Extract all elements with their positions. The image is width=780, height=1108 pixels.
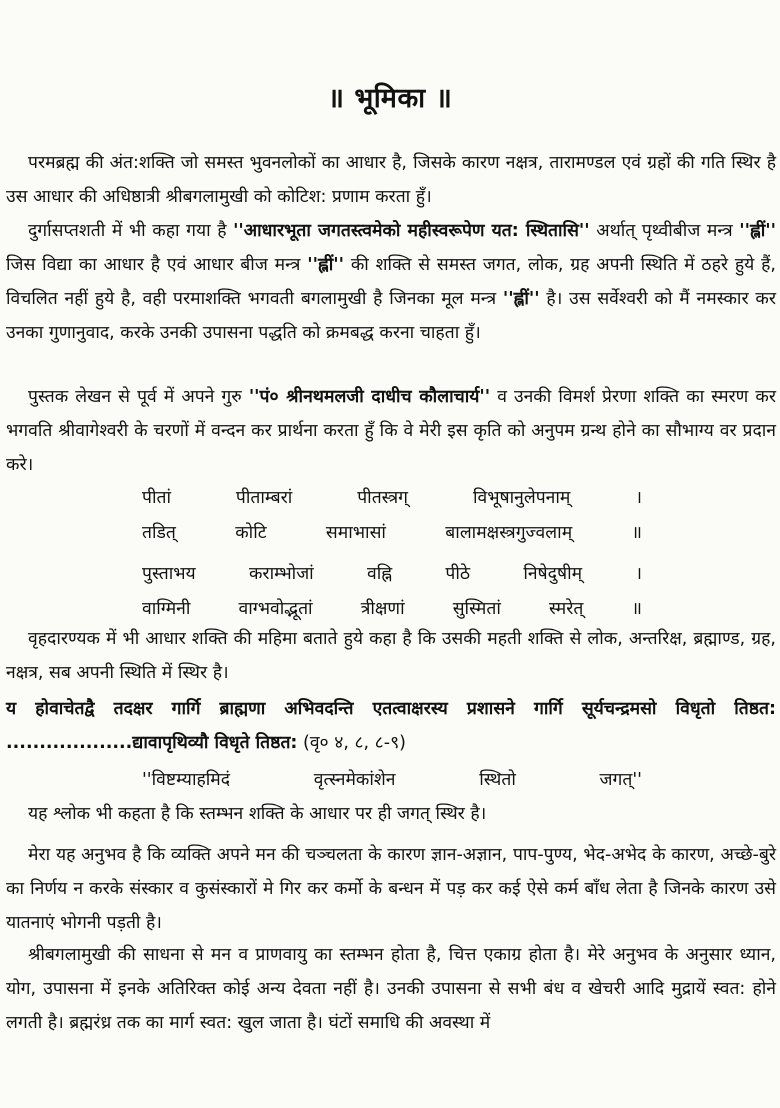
verse-line: [142, 516, 642, 551]
verse-danda: ।: [635, 488, 642, 508]
verse-word: वाग्भवोद्भूतां: [238, 599, 313, 619]
citation: (वृ० ४, ८, ८-९): [297, 733, 407, 753]
mantra-hleem: ''ह्लीं'': [739, 221, 776, 241]
verse-word: वह्नि: [366, 564, 393, 584]
paragraph-gargi-quote: [6, 692, 776, 760]
verse-word: स्मरेत्: [548, 599, 584, 619]
paragraph-experience: मेरा यह अनुभव है कि व्यक्ति अपने मन की चञ्चलता के कारण ज्ञान-अज्ञान, पाप-पुण्य, भेद-अभेद के कारण, अच्छे-बुरे का निर्णय न करके संस्कार व कुसंस्कारों मे गिर कर कर्मो के बन्धन में पड़ कर कई ऐसे कर्म बाँध लेता है जिनके कारण उसे यातनाएं भोगनी पड़ती है।: [6, 845, 776, 933]
paragraph-brihadaranyaka: वृहदारण्यक में भी आधार शक्ति की महिमा बताते हुये कहा है कि उसकी महती शक्ति से लोक, अन्तरिक्ष, ब्रह्माण्ड, ग्रह, नक्षत्र, सब अपनी स्थिति में स्थिर है।: [6, 629, 776, 683]
verse-word: त्रीक्षणां: [360, 599, 405, 619]
text-segment: है। उस सर्वेश्वरी को मैं नमस्कार कर उनका गुणानुवाद, करके उनकी उपासना पद्धति को क्रमबद्ध करना चाहता हुँ।: [6, 289, 776, 343]
paragraph-stambhana: यह श्लोक भी कहता है कि स्तम्भन शक्ति के आधार पर ही जगत् स्थिर है।: [28, 804, 487, 824]
verse-danda: ॥: [631, 599, 642, 619]
verse-word: पुस्ताभय: [142, 564, 196, 584]
guru-name: ''पं० श्रीनथमलजी दाधीच कौलाचार्य'': [248, 387, 491, 407]
gita-quote: [142, 763, 642, 797]
verse-danda: ॥: [631, 523, 642, 543]
verse-word: वाग्मिनी: [142, 599, 191, 619]
text-segment: पुस्तक लेखन से पूर्व में अपने गुरु: [28, 387, 249, 407]
text-segment: की शक्ति से समस्त जगत, लोक, ग्रह अपनी स्थिति में ठहरे हुये हैं, विचलित नहीं हुये है, वही परमाशक्ति भगवती बगलामुखी है जिनका मूल मन्त्र: [6, 255, 776, 309]
text-segment: व उनकी विमर्श प्रेरणा शक्ति का स्मरण कर भगवति श्रीवागेश्वरी के चरणों में वन्दन कर प्रार्थना करता हुँ कि वे मेरी इस कृति को अनुपम ग्रन्थ होने का सौभाग्य वर प्रदान करे।: [6, 387, 776, 475]
paragraph-durga-saptashati: [6, 214, 776, 350]
verse-word: तडित्: [142, 523, 176, 543]
page-title: ॥ भूमिका ॥: [327, 83, 453, 114]
verse-word: विभूषानुलेपनाम्: [472, 488, 571, 508]
paragraph-guru: [6, 380, 776, 482]
text-segment: जिस विद्या का आधार है एवं आधार बीज मन्त्र: [6, 255, 308, 275]
verse-word: पीठे: [445, 564, 471, 584]
verse-line: [142, 557, 642, 592]
quote-word: स्थितो: [479, 770, 516, 790]
verse-word: समाभासां: [325, 523, 386, 543]
mantra-hleem: ''ह्लीं'': [502, 289, 540, 309]
text-segment: अर्थात् पृथ्वीबीज मन्त्र: [589, 221, 740, 241]
verse-word: पीताम्बरां: [235, 488, 293, 508]
quote-word: वृत्स्नमेकांशेन: [313, 770, 396, 790]
verse-word: बालामक्षस्त्रगुज्वलाम्: [445, 523, 573, 543]
quote-adharabhuta: ''आधारभूता जगतस्त्वमेको महीस्वरूपेण यत: स्थितासि'': [233, 221, 590, 241]
gargi-sanskrit-quote: य होवाचेतद्वै तदक्षर गार्गि ब्राह्मणा अभिवदन्ति एतत्वाक्षरस्य प्रशासने गार्गि सूर्यचन्द्रमसो विधृतो तिष्ठत: ...................द्यावापृथिव्यौ विधृते तिष्ठत:: [6, 699, 776, 753]
paragraph-intro: परमब्रह्म की अंत:शक्ति जो समस्त भुवनलोकों का आधार है, जिसके कारण नक्षत्र, तारामण्डल एवं ग्रहों की गति स्थिर है उस आधार की अधिष्ठात्री श्रीबगलामुखी को कोटिश: प्रणाम करता हुँ।: [6, 153, 776, 207]
dhyana-verse: [142, 481, 642, 627]
verse-word: कराम्भोजां: [248, 564, 314, 584]
quote-word: जगत्'': [599, 770, 642, 790]
verse-word: सुस्मितां: [452, 599, 501, 619]
verse-word: पीतस्त्रग्: [357, 488, 408, 508]
verse-danda: ।: [635, 564, 642, 584]
verse-word: निषेदुषीम्: [523, 564, 583, 584]
verse-word: कोटि: [235, 523, 267, 543]
text-segment: दुर्गासप्तशती में भी कहा गया है: [28, 221, 234, 241]
mantra-hleem: ''ह्लीं'': [307, 255, 345, 275]
verse-word: पीतां: [142, 488, 171, 508]
paragraph-sadhana: श्रीबगलामुखी की साधना से मन व प्राणवायु का स्तम्भन होता है, चित्त एकाग्र होता है। मेरे अनुभव के अनुसार ध्यान, योग, उपासना में इनके अतिरिक्त कोई अन्य देवता नहीं है। उनकी उपासना से सभी बंध व खेचरी आदि मुद्रायें स्वत: होने लगती है। ब्रह्मरंध्र तक का मार्ग स्वत: खुल जाता है। घंटों समाधि की अवस्था में: [6, 945, 776, 1033]
quote-word: ''विष्टम्याहमिदं: [142, 770, 231, 790]
verse-line: [142, 481, 642, 516]
